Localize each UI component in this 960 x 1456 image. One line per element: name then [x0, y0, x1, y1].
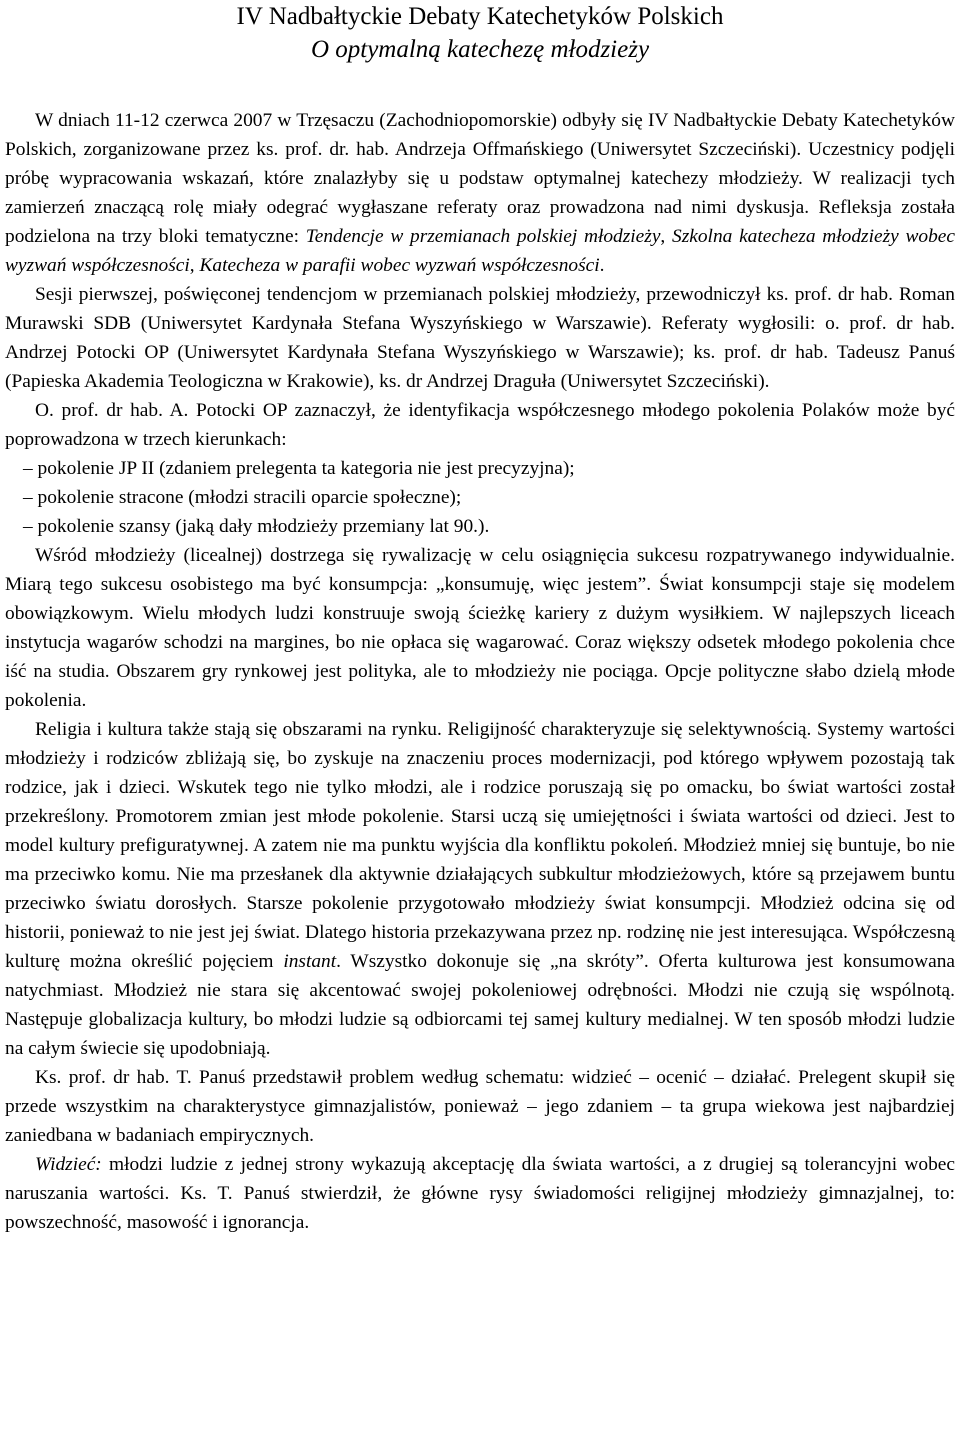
- document-title: IV Nadbałtyckie Debaty Katechetyków Polskich: [236, 3, 724, 30]
- separator: ,: [660, 226, 673, 247]
- instant-term: instant: [283, 951, 337, 972]
- block-title-1: Tendencje w przemianach polskiej młodzieży: [305, 226, 661, 247]
- separator: ,: [189, 255, 200, 276]
- paragraph-session-one: Sesji pierwszej, poświęconej tendencjom w przemianach polskiej młodzieży, przewodniczył ks. prof. dr hab. Roman Murawski SDB (Uniwersytet Kardynała Stefana Wyszyńskiego w Warszawie). Referaty wygłosili: o. prof. dr hab. Andrzej Potocki OP (Uniwersytet Kardynała Stefana Wyszyńskiego w Warszawie); ks. prof. dr hab. Tadeusz Panuś (Papieska Akademia Teologiczna w Krakowie), ks. dr Andrzej Draguła (Uniwersytet Szczeciński).: [5, 284, 955, 392]
- list-item: – pokolenie stracone (młodzi stracili oparcie społeczne);: [23, 487, 462, 508]
- paragraph-widziec-text: młodzi ludzie z jednej strony wykazują akceptację dla świata wartości, a z drugiej są tolerancyjni wobec naruszania wartości. Ks. T. Panuś stwierdził, że główne rysy świadomości religijnej młodzieży gimnazjalnej, to: powszechność, masowość i ignorancja.: [5, 1154, 955, 1233]
- paragraph-consumption: Wśród młodzieży (licealnej) dostrzega się rywalizację w celu osiągnięcia sukcesu rozpatrywanego indywidualnie. Miarą tego sukcesu osobistego ma być konsumpcja: „konsumuję, więc jestem”. Świat konsumpcji staje się modelem obowiązkowym. Wielu młodych ludzi konstruuje swoją ścieżkę kariery z dużym wysiłkiem. W najlepszych liceach instytucja wagarów schodzi na margines, bo nie opłaca się wagarować. Coraz większy odsetek młodego pokolenia chce iść na studia. Obszarem gry rynkowej jest polityka, ale to młodzieży nie pociąga. Opcje polityczne słabo dzielą młode pokolenia.: [5, 545, 955, 711]
- block-title-2: Szkolna katecheza młodzieży wobec wyzwań współczesności: [5, 226, 955, 276]
- widziec-term: Widzieć:: [35, 1154, 102, 1175]
- paragraph-widziec: [5, 1150, 955, 1237]
- paragraph-religion: [5, 715, 955, 1063]
- paragraph-religion-text: Religia i kultura także stają się obszarami na rynku. Religijność charakteryzuje się selektywnością. Systemy wartości młodzieży i rodziców zbliżają się, bo zyskuje na znaczeniu proces modernizacji, pod którego wpływem pozostają tak rodzice, jak i dzieci. Wskutek tego nie tylko młodzi, ale i rodzice poruszają się po omacku, bo świat wartości został przekreślony. Promotorem zmian jest młode pokolenie. Starsi uczą się umiejętności i świata wartości od dzieci. Jest to model kultury prefiguratywnej. A zatem nie ma punktu wyjścia dla konfliktu pokoleń. Młodzież mniej się buntuje, bo nie ma przeciwko komu. Nie ma przesłanek dla aktywnie działających subkultur młodzieżowych, które są przejawem buntu przeciwko światu dorosłych. Starsze pokolenie przygotowało młodzieży świat konsumpcji. Młodzież odcina się od historii, ponieważ to nie jest jej świat. Dlatego historia przekazywana przez np. rodzinę nie jest interesująca. Współczesną kulturę można określić pojęciem: [5, 719, 955, 972]
- list-item: – pokolenie szansy (jaką dały młodzieży przemiany lat 90.).: [23, 516, 490, 537]
- period: .: [599, 255, 605, 276]
- document-subtitle: O optymalną katechezę młodzieży: [310, 36, 650, 63]
- document-body: [5, 106, 955, 1237]
- paragraph-potocki: O. prof. dr hab. A. Potocki OP zaznaczył, że identyfikacja współczesnego młodego pokolenia Polaków może być poprowadzona w trzech kierunkach:: [5, 400, 955, 450]
- list-item: – pokolenie JP II (zdaniem prelegenta ta kategoria nie jest precyzyjna);: [23, 458, 575, 479]
- document-page: [5, 0, 955, 1237]
- block-title-3: Katecheza w parafii wobec wyzwań współczesności: [199, 255, 600, 276]
- paragraph-intro-text: W dniach 11-12 czerwca 2007 w Trzęsaczu (Zachodniopomorskie) odbyły się IV Nadbałtyckie Debaty Katechetyków Polskich, zorganizowane przez ks. prof. dr. hab. Andrzeja Offmańskiego (Uniwersytet Szczeciński). Uczestnicy podjęli próbę wypracowania wskazań, które znalazłyby się u podstaw optymalnej katechezy młodzieży. W realizacji tych zamierzeń znaczącą rolę miały odegrać wygłaszane referaty oraz prowadzona nad nimi dyskusja. Refleksja została podzielona na trzy bloki tematyczne:: [5, 110, 955, 247]
- paragraph-intro: [5, 106, 955, 280]
- title-block: [5, 0, 955, 66]
- paragraph-religion-text-end: . Wszystko dokonuje się „na skróty”. Oferta kulturowa jest konsumowana natychmiast. Młodzież nie stara się akcentować swojej pokoleniowej odrębności. Młodzi nie czują się wspólnotą. Następuje globalizacja kultury, bo młodzi ludzie są odbiorcami tej samej kultury medialnej. W ten sposób młodzi ludzie na całym świecie się upodobniają.: [5, 951, 956, 1059]
- paragraph-panus: Ks. prof. dr hab. T. Panuś przedstawił problem według schematu: widzieć – ocenić – działać. Prelegent skupił się przede wszystkim na charakterystyce gimnazjalistów, ponieważ – jego zdaniem – ta grupa wiekowa jest najbardziej zaniedbana w badaniach empirycznych.: [5, 1067, 955, 1146]
